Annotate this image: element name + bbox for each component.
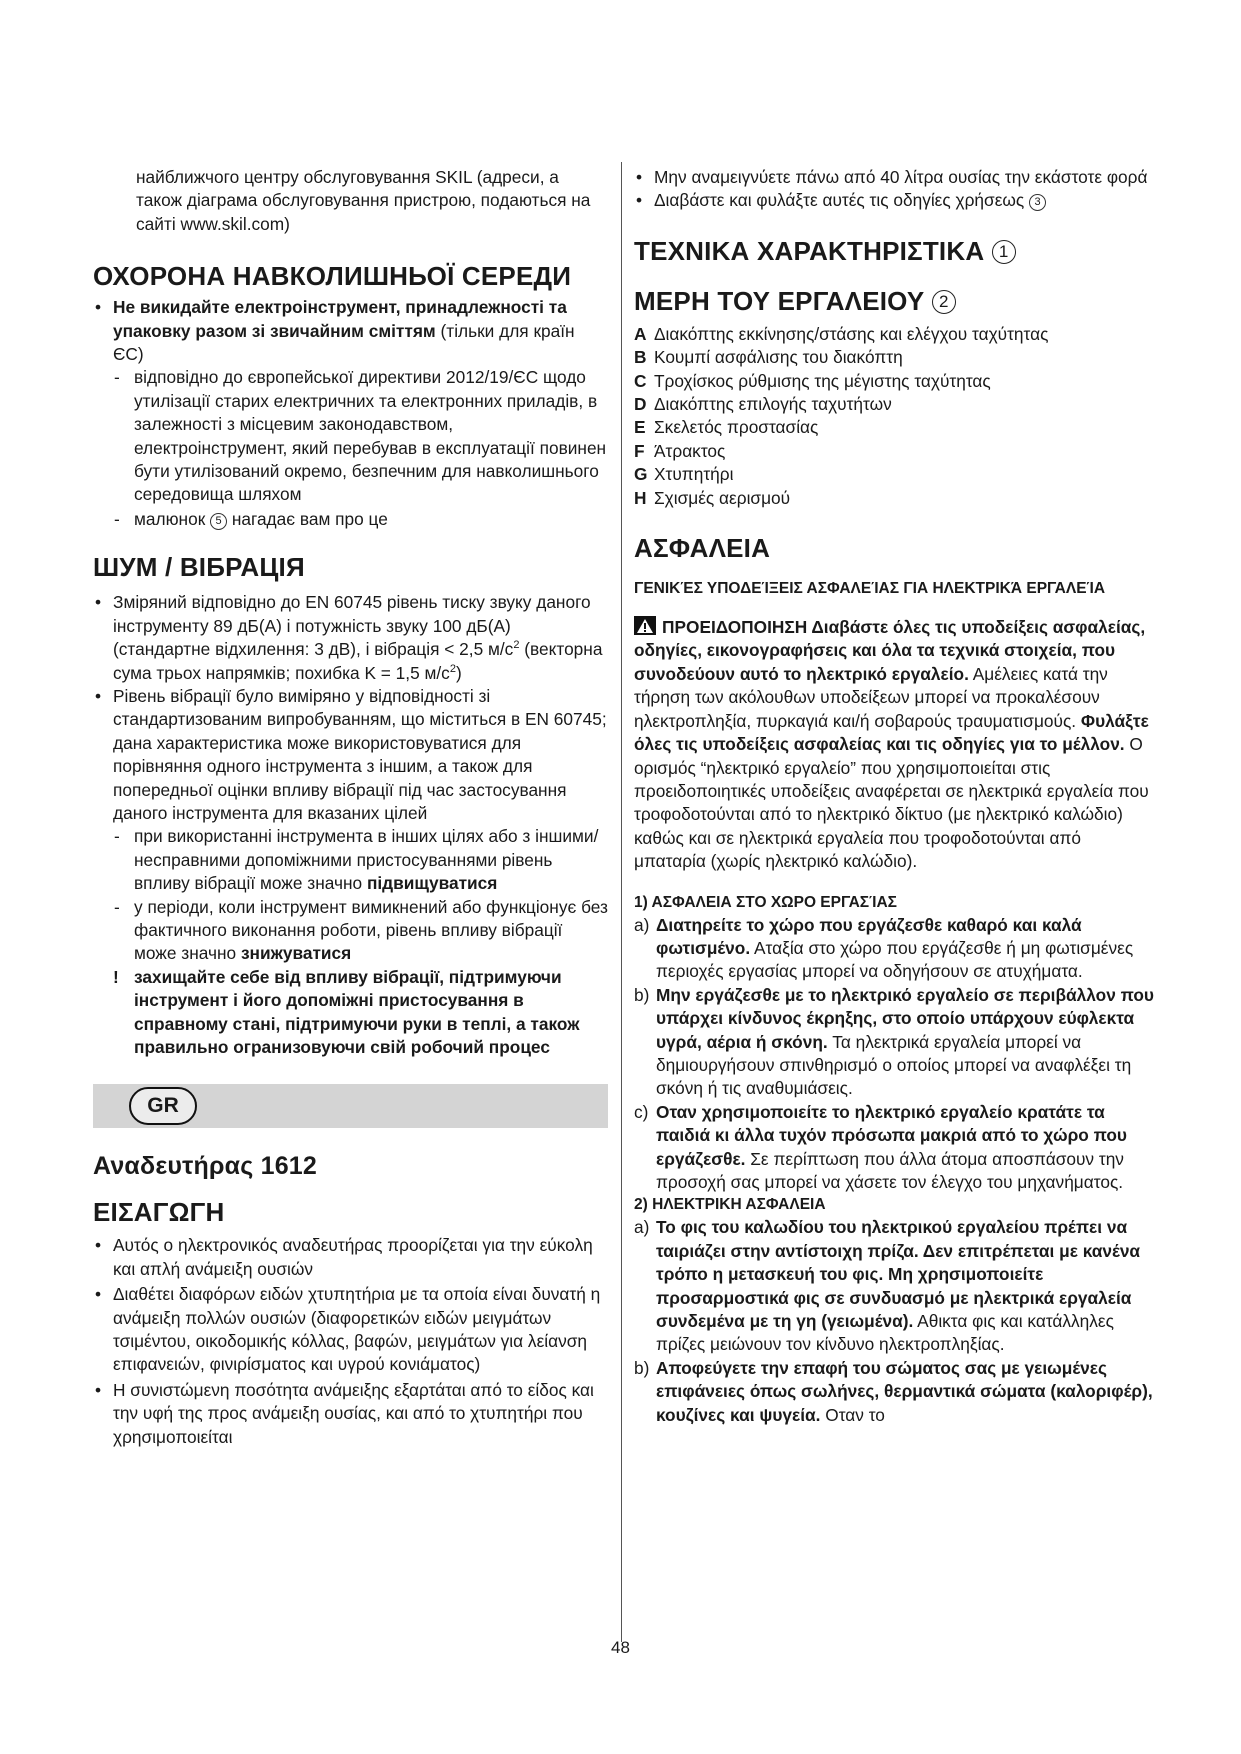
figure-5-ref-icon: 5 (210, 513, 227, 530)
part-text: Σκελετός προστασίας (654, 417, 819, 438)
item-normal: Αθικτα φις και κατάλληλες πρίζες μειώνουν τον κίνδυνο ηλεκτροπληξίας. (656, 1311, 1114, 1355)
mix-limit-text: Μην αναμειγνύετε πάνω από 40 λίτρα ουσίας την εκάστοτε φορά (654, 167, 1148, 187)
left-column (93, 166, 608, 1449)
intro-bullet-3-text: Η συνιστώμενη ποσότητα ανάμειξης εξαρτάται από το είδος και την υφή της προς ανάμειξη ουσίας, και από το χτυπητήρι που χρησιμοποιείται (113, 1379, 594, 1447)
environment-dash-2 (93, 508, 608, 531)
part-letter: C (634, 370, 647, 391)
part-text: Διακόπτης επιλογής ταχυτήτων (654, 394, 892, 415)
superscript-2: 2 (449, 662, 456, 675)
work-area-item-c (634, 1101, 1154, 1195)
part-letter: B (634, 347, 647, 368)
environment-bullet (93, 296, 608, 366)
noise-bullet-2 (93, 685, 608, 825)
noise-dash-2 (93, 896, 608, 966)
intro-heading: ΕΙΣΑΓΩΓΗ (93, 1197, 225, 1228)
noise-bullet-1-b: (векторна сума трьох напрямків; похибка K = 1,5 м/с (113, 639, 603, 683)
list-item (634, 487, 1154, 510)
noise-dash-1-a: при використанні інструмента в інших цілях або з іншими/несправними допоміжними пристосуваннями рівень впливу вібрації може значно (134, 826, 599, 894)
item-bold: Οταν χρησιμοποιείτε το ηλεκτρικό εργαλείο κρατάτε τα παιδιά κι άλλα τυχόν πρόσωπα μακριά από το χώρο που εργάζεσθε. (656, 1101, 1127, 1169)
work-area-item-b (634, 984, 1154, 1101)
noise-bullet-2-text: Рівень вібрації було виміряно у відповідності зі стандартизованим випробуванням, що міститься в EN 60745; дана характеристика може використовуватися для порівняння одного інструмента з іншим, а також для попередньої оцінки впливу вібрації під час застосування даного інструмента для вказаних цілей (113, 685, 607, 823)
figure-3-ref-icon: 3 (1029, 194, 1046, 211)
item-bold: Μην εργάζεσθε με το ηλεκτρικό εργαλείο σε περιβάλλον που υπάρχει κίνδυνος έκρηξης, στο οποίο υπάρχουν εύφλεκτα υγρά, αέρια ή σκόνη. (656, 984, 1154, 1052)
noise-bullet-1-c: ) (455, 662, 462, 683)
part-text: Χτυπητήρι (654, 464, 734, 485)
part-text: Κουμπί ασφάλισης του διακόπτη (654, 347, 903, 368)
item-bold: Το φις του καλωδίου του ηλεκτρικού εργαλείου πρέπει να ταιριάζει στην αντίστοιχη πρίζα. Δεν επιτρέπεται με κανένα τρόπο η μετασκευή του φις. Μη χρησιμοποιείτε προσαρμοστικά φις σε συνδυασμό με ηλεκτρικά εργαλεία συνδεμένα με τη γη (γειωμένα). (656, 1217, 1141, 1332)
intro-bullet-3 (93, 1379, 608, 1449)
work-area-item-a (634, 914, 1154, 984)
item-label: a) (634, 1217, 650, 1238)
item-bold: Αποφεύγετε την επαφή του σώματος σας με γειωμένες επιφάνειες όπως σωλήνες, θερμαντικά σώματα (καλοριφέρ), κουζίνες και ψυγεία. (656, 1357, 1153, 1425)
safety-heading: ΑΣΦΑΛΕΙΑ (634, 533, 771, 564)
technical-data-heading-text: ΤΕΧΝΙΚΑ ΧΑΡΑΚΤΗΡΙΣΤΙΚΑ (634, 235, 992, 266)
language-badge: GR (129, 1087, 197, 1125)
noise-dash-2-b: знижуватися (240, 943, 352, 964)
figure-1-ref-icon: 1 (992, 240, 1016, 264)
environment-bullet-bold: Не викидайте електроінструмент, принадлежності та упаковку разом зі звичайним сміттям (113, 297, 567, 341)
list-item (634, 323, 1154, 346)
technical-data-heading (634, 235, 1154, 267)
intro-bullet-2-text: Διαθέτει διαφόρων ειδών χτυπητήρια με τα οποία είναι δυνατή η ανάμειξη πολλών ουσιών (διαφορετικών ειδών μειγμάτων τσιμέντου, οικοδομικής κόλλας, βαφών, μειγμάτων για λείανση επιφανειών, φινιρίσματος και υγρού κονιάματος) (113, 1284, 601, 1375)
language-band (93, 1084, 608, 1128)
noise-dash-1 (93, 825, 608, 895)
environment-dash-1-text: відповідно до європейської директиви 2012/19/ЄС щодо утилізації старих електричних та електронних приладів, в залежності з місцевим законодавством, електроінструмент, який перебував в експлуатації повинен бути утилізований окремо, безпечним для навколишнього середовища шляхом (134, 367, 607, 505)
part-text: Διακόπτης εκκίνησης/στάσης και ελέγχου ταχύτητας (654, 323, 1049, 344)
noise-bullet-1 (93, 591, 608, 685)
noise-dash-2-a: у періоди, коли інструмент вимикнений або функціонує без фактичного виконання роботи, рівень впливу вібрації може значно (134, 896, 608, 964)
warning-normal-1: Αμέλειες κατά την τήρηση των ακόλουθων υποδείξεων μπορεί να προκαλέσουν ηλεκτροπληξία, πυρκαγιά και/ή σοβαρούς τραυματισμούς. (634, 663, 1108, 731)
noise-bullet-1-a: Зміряний відповідно до EN 60745 рівень тиску звуку даного інструменту 89 дБ(A) і потужність звуку 100 дБ(A) (стандартне відхилення: 3 дB), і вібрація < 2,5 м/с (113, 592, 591, 660)
tool-parts-heading-text: ΜΕΡΗ ΤΟΥ ΕΡΓΑΛΕΙΟΥ (634, 285, 932, 316)
list-item (634, 440, 1154, 463)
item-normal: Οταν το (820, 1404, 885, 1425)
intro-bullet-1-text: Αυτός ο ηλεκτρονικός αναδευτήρας προορίζεται για την εύκολη και απλή ανάμειξη ουσιών (113, 1235, 593, 1279)
list-item (634, 346, 1154, 369)
warning-normal-2: Ο ορισμός “ηλεκτρικό εργαλείο” που χρησιμοποιείται στις προειδοποιητικές υποδείξεις αναφέρεται σε ηλεκτρικά εργαλεία που τροφοδοτούνται από το ηλεκτρικό δίκτυο (με ηλεκτρικό καλώδιο) καθώς και σε ηλεκτρικά εργαλεία που τροφοδοτούνται από μπαταρία (χωρίς ηλεκτρικό καλώδιο). (634, 734, 1149, 872)
warning-triangle-icon (634, 616, 656, 635)
noise-dash-1-b: підвищуватися (366, 873, 498, 894)
read-instructions-bullet (634, 189, 1154, 212)
product-title: Αναδευτήρας 1612 (93, 1152, 318, 1181)
item-normal: Τα ηλεκτρικά εργαλεία μπορεί να δημιουργήσουν σπινθηρισμό ο οποίος μπορεί να αναφλέξει τη σκόνη ή τις αναθυμιάσεις. (656, 1031, 1132, 1099)
parts-list (634, 323, 1154, 510)
tool-parts-heading (634, 285, 1154, 317)
item-bold: Διατηρείτε το χώρο που εργάζεσθε καθαρό και καλά φωτισμένο. (656, 914, 1082, 958)
item-label: b) (634, 1357, 650, 1378)
list-item (634, 393, 1154, 416)
noise-warning (93, 966, 608, 1060)
page-number: 48 (611, 1638, 630, 1657)
work-area-heading: 1) ΑΣΦΑΛΕΙΑ ΣΤΟ ΧΩΡΟ ΕΡΓΑΣΊΑΣ (634, 893, 897, 911)
service-text: найближчого центру обслуговування SKIL (адреси, а також діаграма обслуговування пристрою, подаються на сайті www.skil.com) (136, 167, 591, 234)
mix-limit-bullet (634, 166, 1154, 189)
environment-dash-2-pre: малюнок (134, 508, 211, 529)
list-item (634, 463, 1154, 486)
part-text: Άτρακτος (654, 440, 726, 461)
electrical-safety-heading: 2) ΗΛΕΚΤΡΙΚΗ ΑΣΦΑΛΕΙΑ (634, 1196, 826, 1214)
superscript-2: 2 (513, 639, 520, 652)
part-letter: G (634, 464, 648, 485)
item-label: b) (634, 984, 650, 1005)
part-letter: F (634, 440, 645, 461)
intro-bullet-2 (93, 1283, 608, 1377)
read-instructions-text: Διαβάστε και φυλάξτε αυτές τις οδηγίες χρήσεως (654, 190, 1030, 211)
noise-heading: ШУМ / ВІБРАЦІЯ (93, 552, 305, 583)
electrical-item-a (634, 1216, 1154, 1356)
electrical-item-b (634, 1357, 1154, 1427)
item-label: a) (634, 914, 650, 935)
part-text: Τροχίσκος ρύθμισης της μέγιστης ταχύτητας (654, 370, 991, 391)
warning-bold-2: Φυλάξτε όλες τις υποδείξεις ασφαλείας και τις οδηγίες για το μέλλον. (634, 710, 1149, 755)
list-item (634, 370, 1154, 393)
list-item (634, 416, 1154, 439)
part-text: Σχισμές αερισμού (654, 487, 791, 508)
environment-bullet-rest: (тільки для країн ЄС) (113, 320, 575, 365)
item-label: c) (634, 1101, 649, 1122)
part-letter: D (634, 394, 647, 415)
warning-bold-1: ΠΡΟΕΙΔΟΠΟΙΗΣΗ Διαβάστε όλες τις υποδείξεις ασφαλείας, οδηγίες, εικονογραφήσεις και όλα τα τεχνικά στοιχεία, που συνοδεύουν αυτό το ηλεκτρικό εργαλείο. (634, 617, 1146, 684)
column-divider (621, 162, 622, 1642)
part-letter: E (634, 417, 646, 438)
environment-dash-1 (93, 366, 608, 506)
part-letter: H (634, 487, 647, 508)
intro-bullet-1 (93, 1234, 608, 1281)
general-safety-heading: ΓΕΝΙΚΈΣ ΥΠΟΔΕΊΞΕΙΣ ΑΣΦΑΛΕΊΑΣ ΓΙΑ ΗΛΕΚΤΡΙΚΆ ΕΡΓΑΛΕΊΑ (634, 580, 1106, 598)
right-column (634, 166, 1154, 1427)
item-normal: Αταξία στο χώρο που εργάζεσθε ή μη φωτισμένες περιοχές εργασίας μπορεί να οδηγήσουν σε ατυχήματα. (656, 937, 1134, 982)
environment-heading: ОХОРОНА НАВКОЛИШНЬОЇ СЕРЕДИ (93, 261, 572, 292)
environment-dash-2-post: нагадає вам про це (227, 508, 388, 529)
noise-warning-text: захищайте себе від впливу вібрації, підтримуючи інструмент і його допоміжні пристосування в справному стані, підтримуючи руки в теплі, а також правильно огранизовуючи свій робочий процес (134, 966, 580, 1057)
part-letter: A (634, 323, 647, 344)
item-normal: Σε περίπτωση που άλλα άτομα αποσπάσουν την προσοχή σας μπορεί να χάσετε τον έλεγχο του μηχανήματος. (656, 1148, 1124, 1192)
warning-paragraph (634, 616, 1154, 873)
figure-2-ref-icon: 2 (932, 290, 956, 314)
